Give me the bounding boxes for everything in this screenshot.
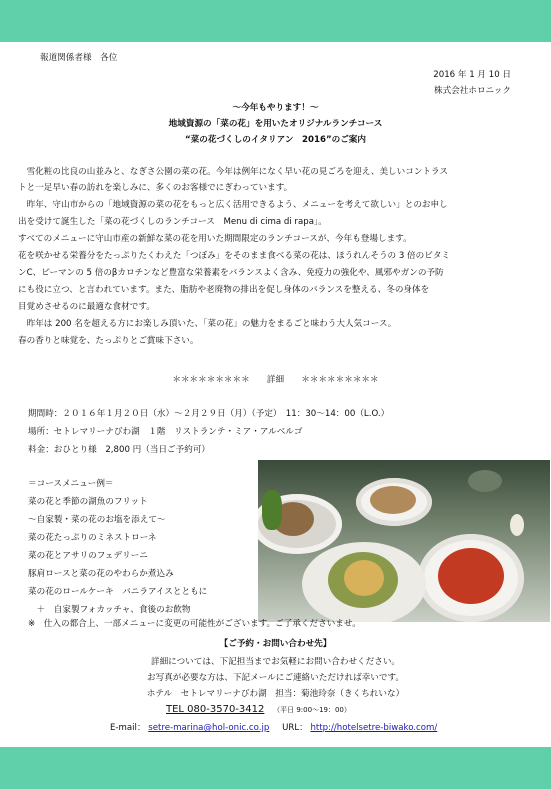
menu-heading: ＝コースメニュー例＝ [28,479,114,489]
email-label: E-mail： [110,723,146,733]
contact-line-1: 詳細については、下記担当までお気軽にお問い合わせください。 [150,657,401,667]
email-link[interactable]: setre-marina@hol-onic.co.jp [148,723,270,733]
addressee: 報道関係者様 各位 [40,53,118,63]
contact-line-2: お写真が必要な方は、下記メールにご連絡いただければ幸いです。 [147,673,404,683]
url-label: URL： [282,723,308,733]
url-link[interactable]: http://hotelsetre-biwako.com/ [310,723,438,733]
title-line-3: “菜の花づくしのイタリアン 2016”のご案内 [185,135,366,145]
course-dishes-photo [258,460,550,622]
body-paragraph-line: 目覚めさせるのに最適な食材です。 [18,302,155,312]
menu-note: ※ 仕入の都合上、一部メニューに変更の可能性がございます。ご了承くださいませ。 [28,619,361,629]
menu-item: ＋ 自家製フォカッチャ、食後のお飲物 [28,605,191,615]
issue-date: 2016 年 1 月 10 日 [433,70,511,80]
menu-item: 菜の花とアサリのフェデリーニ [28,551,148,561]
menu-item: 菜の花と季節の湖魚のフリット [28,497,148,507]
menu-item: 菜の花のロールケーキ バニラアイスとともに [28,587,208,597]
body-paragraph-line: 雪化粧の比良の山並みと、なぎさ公園の菜の花。今年は例年になく早い花の見ごろを迎え、美しいコントラス [18,167,448,177]
contact-line-3: ホテル セトレマリーナびわ湖 担当：菊池玲奈（きくちれいな） [146,689,405,699]
body-paragraph-line: 昨年は 200 名を超える方にお楽しみ頂いた、「菜の花」の魅力をまるごと味わう大人気コース。 [18,319,397,329]
contact-phone-row [166,704,351,716]
contact-heading: 【ご予約・お問い合わせ先】 [219,639,332,649]
body-paragraph-line: 花を咲かせる栄養分をたっぷりたくわえた「つぼみ」をそのまま食べる菜の花は、ほうれんそうの 3 倍のビタミ [18,251,451,261]
details-heading: ＊＊＊＊＊＊＊＊＊ 詳細 ＊＊＊＊＊＊＊＊＊ [172,375,379,385]
body-paragraph-line: にも役に立つ、と言われています。また、脂肪や老廃物の排出を促し身体のバランスを整える、冬の身体を [18,285,430,295]
contact-tel: TEL 080-3570-3412 [166,704,265,715]
title-line-2: 地域資源の「菜の花」を用いたオリジナルランチコース [168,119,383,129]
document-page [0,42,551,747]
body-paragraph-line: 春の香りと味覚を、たっぷりとご賞味下さい。 [18,336,199,346]
menu-item: 豚肩ロースと菜の花のやわらか煮込み [28,569,174,579]
details-period: 期間時：２０１６年１月２０日（水）～２月２９日（月）（予定） 11：30～14：00（L.O.） [28,409,390,419]
company-name: 株式会社ホロニック [433,86,511,96]
contact-hours: （平日 9:00～19：00） [273,706,351,714]
menu-item: 菜の花たっぷりのミネストローネ [28,533,157,543]
body-paragraph-line: トと一足早い春の訪れを楽しみに、多くのお客様でにぎわっています。 [18,183,293,193]
body-paragraph-line: 昨年、守山市からの「地域資源の菜の花をもっと広く活用できるよう、メニューを考えて欲しい」とのお申し [18,200,448,210]
details-price: 料金：おひとり様 2,800 円（当日ご予約可） [28,445,211,455]
contact-links-row [110,722,437,734]
body-paragraph-line: ンC、ピーマンの 5 倍のβカロチンなど豊富な栄養素をバランスよく含み、免疫力の強化や、風邪やガンの予防 [18,268,444,278]
details-place: 場所：セトレマリーナびわ湖 １階 リストランテ・ミア・アルベルゴ [28,427,303,437]
title-line-1: ～今年もやります！～ [232,103,319,113]
menu-item: ～自家製・菜の花のお塩を添えて～ [28,515,166,525]
body-paragraph-line: すべてのメニューに守山市産の新鮮な菜の花を用いた期間限定のランチコースが、今年も登場します。 [18,234,412,244]
body-paragraph-line: 出を受けて誕生した「菜の花づくしのランチコース Menu di cima di rapa」。 [18,217,327,227]
